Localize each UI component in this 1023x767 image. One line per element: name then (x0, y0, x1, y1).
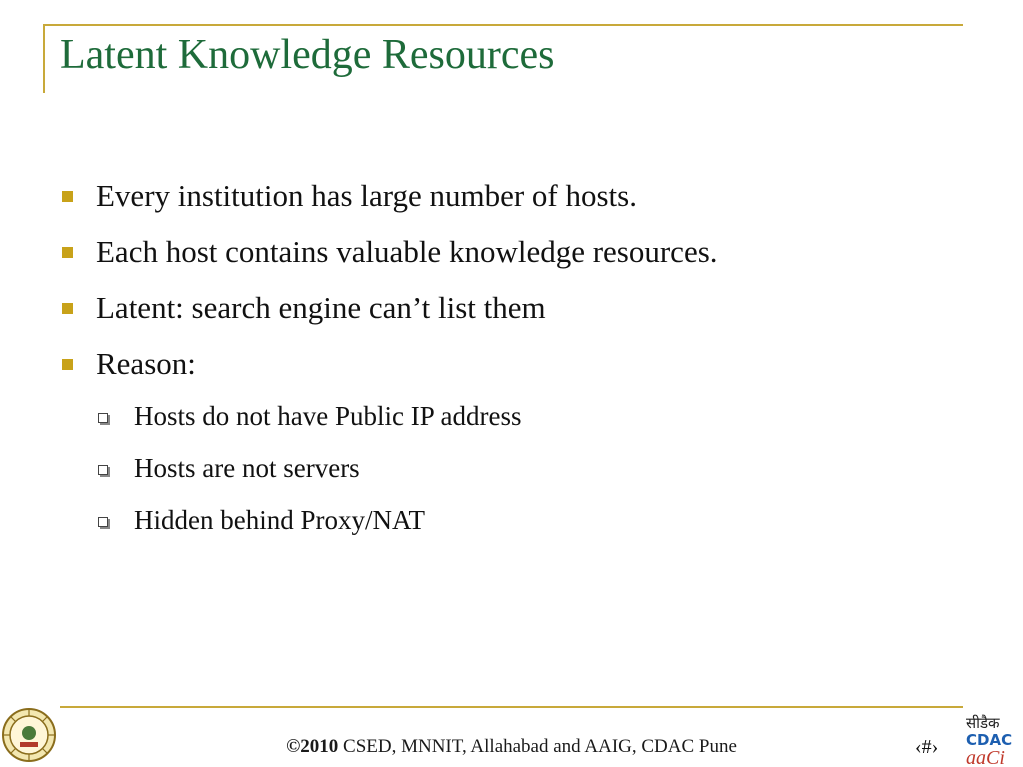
bullet-text: Latent: search engine can’t list them (96, 290, 546, 325)
sub-bullet-text: Hosts do not have Public IP address (134, 401, 522, 431)
copyright-year: ©2010 (286, 736, 339, 757)
hollow-square-bullet-icon (98, 517, 108, 527)
bullet-item (0, 172, 1023, 228)
bullet-item (0, 340, 1023, 396)
footer-rule (60, 706, 963, 708)
hollow-square-bullet-icon (98, 413, 108, 423)
sub-bullet-text: Hosts are not servers (134, 453, 360, 483)
cdac-logo (962, 712, 1020, 767)
square-bullet-icon (62, 303, 73, 314)
bullet-text: Each host contains valuable knowledge resources. (96, 234, 718, 269)
square-bullet-icon (62, 191, 73, 202)
cdac-hindi-text: सीडैक (966, 714, 1000, 732)
bullet-text: Reason: (96, 346, 196, 381)
top-rule (43, 24, 963, 26)
sub-bullet-item (0, 500, 1023, 552)
sub-bullet-item (0, 448, 1023, 500)
sub-bullet-text: Hidden behind Proxy/NAT (134, 505, 425, 535)
slide-content (0, 172, 1023, 552)
left-rule (43, 24, 45, 93)
page-number: ‹#› (915, 736, 939, 758)
square-bullet-icon (62, 359, 73, 370)
copyright-text: CSED, MNNIT, Allahabad and AAIG, CDAC Pune (338, 736, 737, 757)
cdac-text: CDAC (966, 731, 1013, 749)
slide-title: Latent Knowledge Resources (60, 32, 555, 78)
aaci-text: aaCi (966, 747, 1005, 767)
sub-bullet-item (0, 396, 1023, 448)
bullet-text: Every institution has large number of hosts. (96, 178, 637, 213)
footer-copyright (0, 736, 1023, 758)
bullet-item (0, 284, 1023, 340)
square-bullet-icon (62, 247, 73, 258)
bullet-item (0, 228, 1023, 284)
hollow-square-bullet-icon (98, 465, 108, 475)
